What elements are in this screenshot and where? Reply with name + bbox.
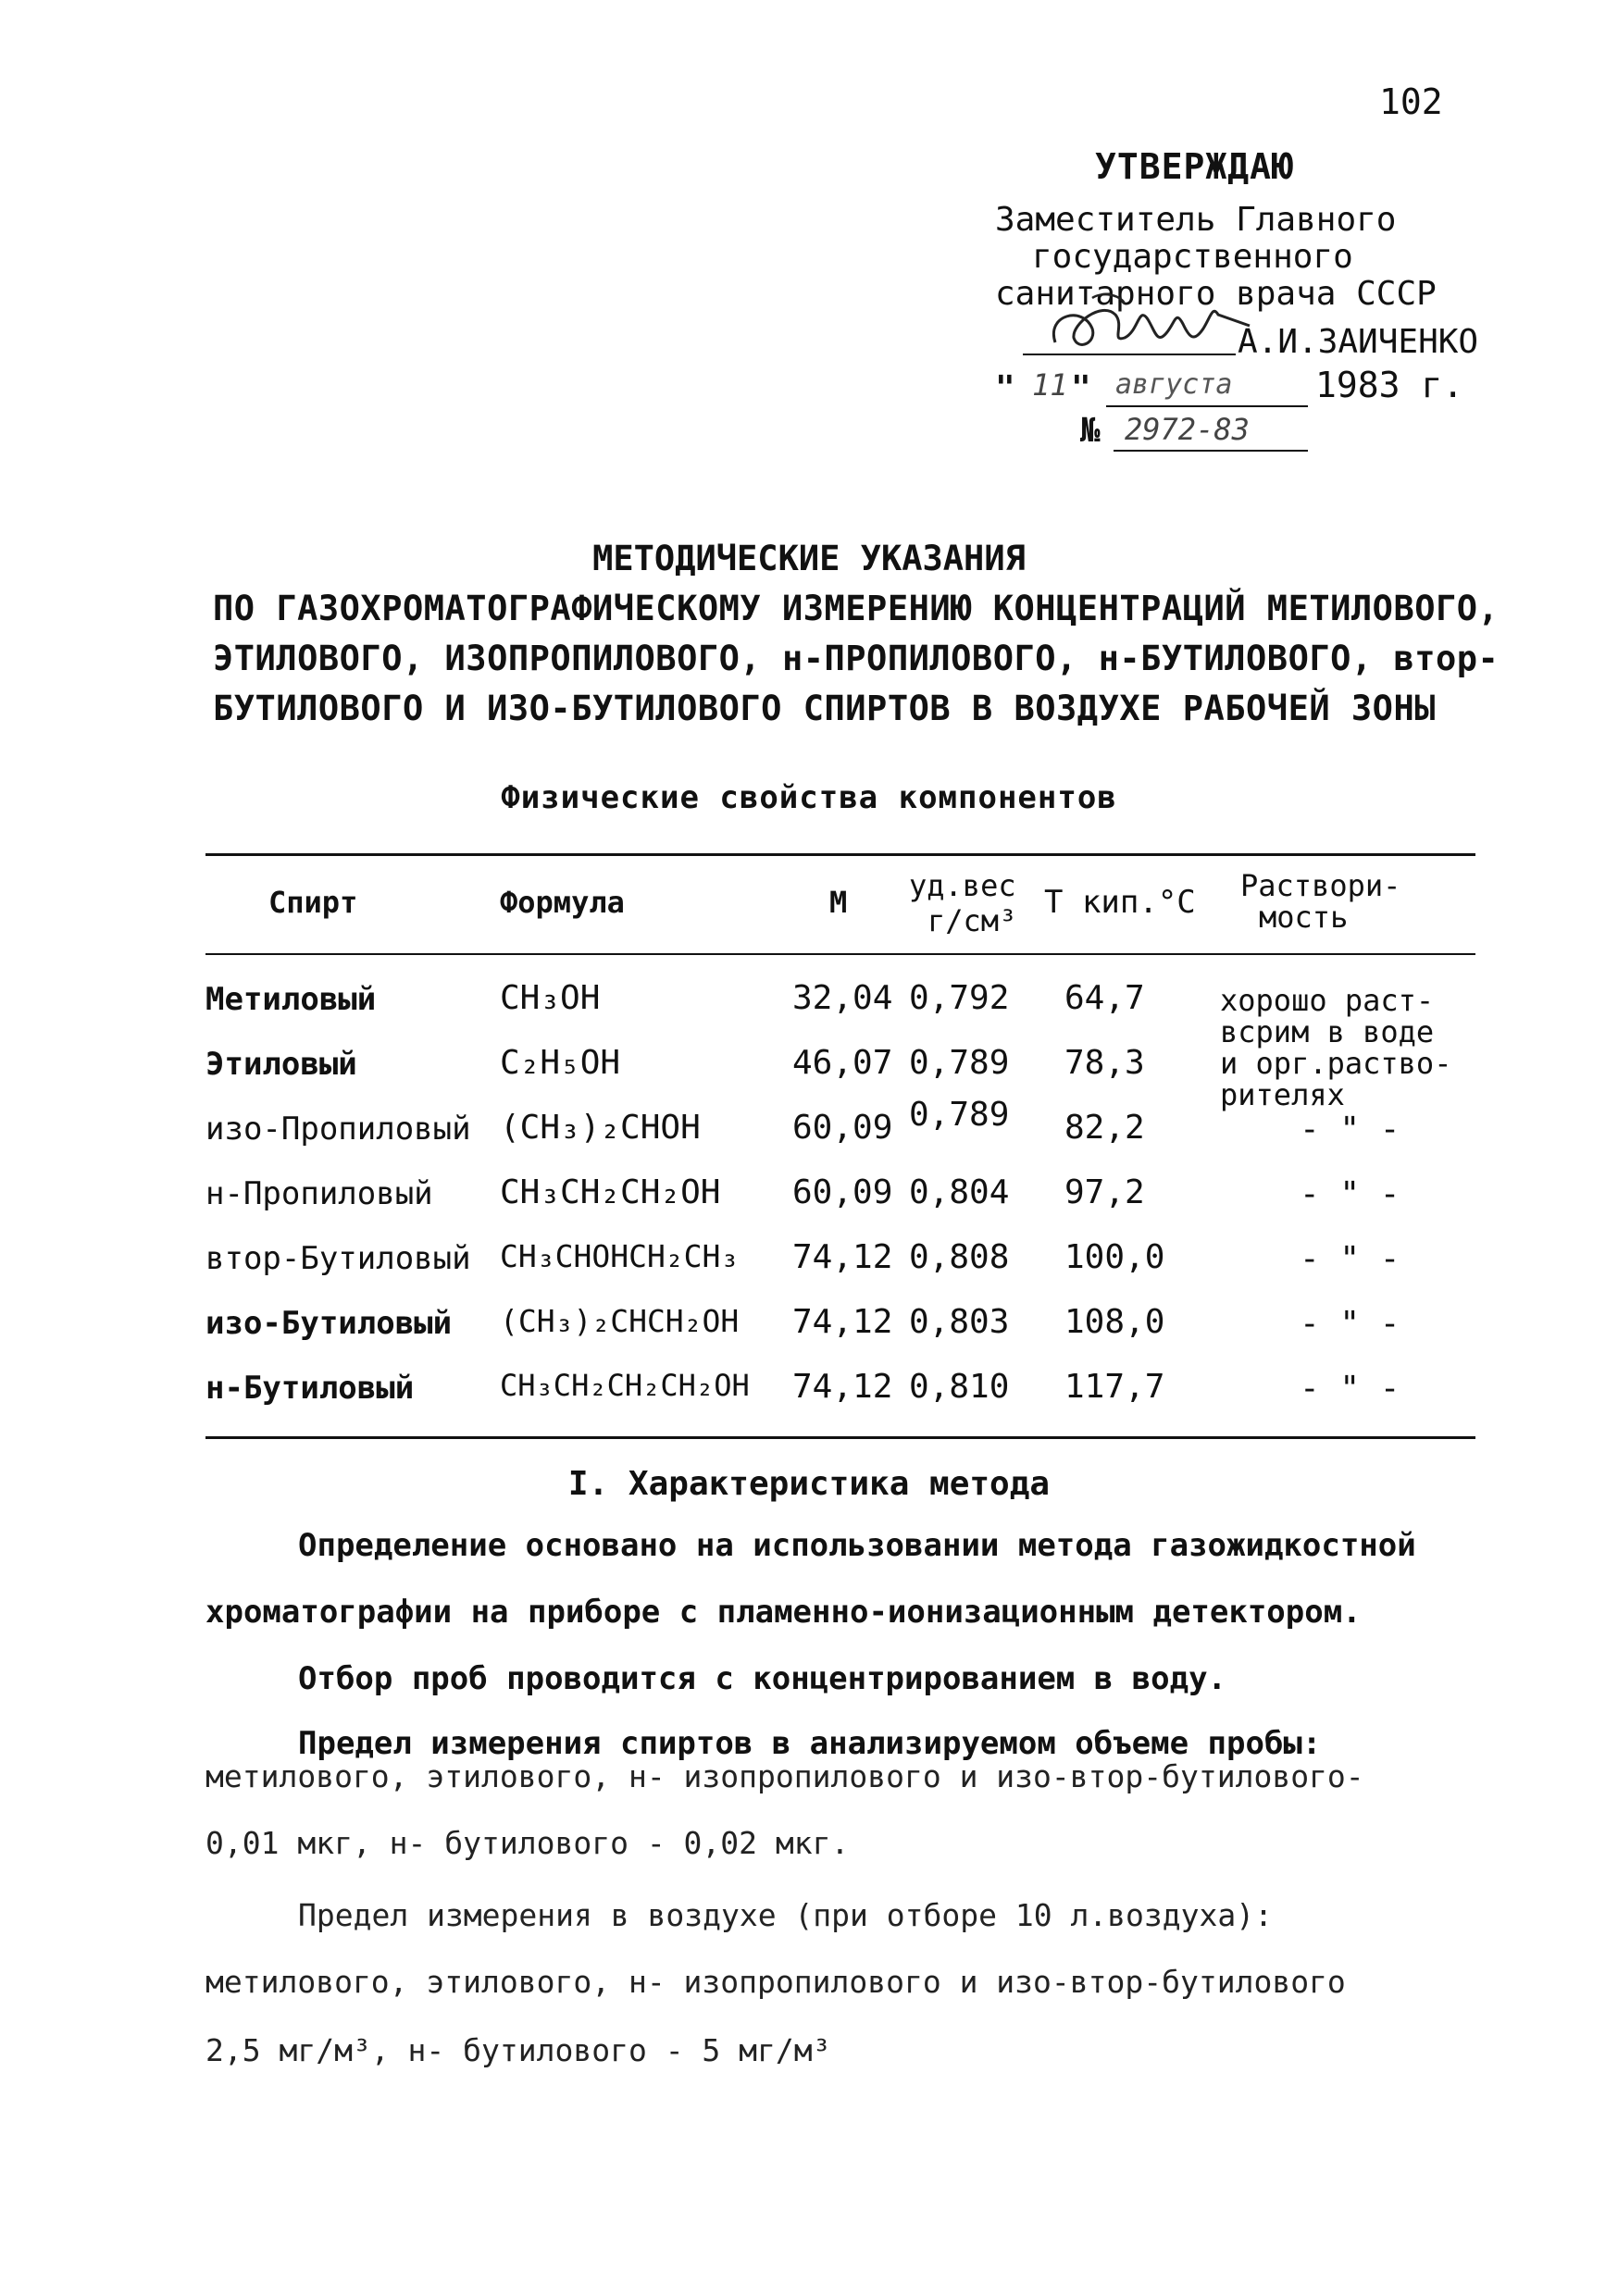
header-density-line2: г/см³	[927, 903, 1017, 938]
approval-position-line3: санитарного врача СССР	[995, 275, 1437, 313]
row-isobutyl-formula: (CH₃)₂CHCH₂OH	[500, 1303, 740, 1339]
paragraph3-line3: 0,01 мкг, н- бутилового - 0,02 мкг.	[205, 1825, 850, 1861]
row-sec-butyl-name: втор-Бутиловый	[205, 1240, 471, 1277]
row-n-butyl-name: н-Бутиловый	[205, 1370, 415, 1407]
row-ethyl-boiling: 78,3	[1064, 1044, 1145, 1082]
table-caption: Физические свойства компонентов	[501, 779, 1117, 816]
header-solubility-line2: мость	[1259, 900, 1349, 935]
header-formula: Формула	[500, 885, 625, 920]
header-solubility-line1: Раствори-	[1240, 868, 1401, 903]
row-isobutyl-m: 74,12	[792, 1303, 893, 1341]
solubility-note-line3: и орг.раство-	[1220, 1046, 1452, 1081]
row-n-propyl-solubility: - " -	[1300, 1175, 1400, 1213]
row-sec-butyl-boiling: 100,0	[1064, 1238, 1165, 1276]
paragraph4-line2: метилового, этилового, н- изопропилового и изо-втор-бутилового	[205, 1964, 1346, 2000]
section-title: I. Характеристика метода	[567, 1465, 1051, 1503]
row-n-butyl-m: 74,12	[792, 1368, 893, 1406]
row-n-butyl-density: 0,810	[909, 1368, 1010, 1406]
document-subtitle-line2: ЭТИЛОВОГО, ИЗОПРОПИЛОВОГО, н-ПРОПИЛОВОГО, н-БУТИЛОВОГО, втор-	[213, 639, 1500, 678]
solubility-note-line4: рителях	[1220, 1077, 1345, 1112]
document-subtitle-line1: ПО ГАЗОХРОМАТОГРАФИЧЕСКОМУ ИЗМЕРЕНИЮ КОНЦЕНТРАЦИЙ МЕТИЛОВОГО,	[213, 589, 1500, 628]
document-subtitle-line3: БУТИЛОВОГО И ИЗО-БУТИЛОВОГО СПИРТОВ В ВОЗДУХЕ РАБОЧЕЙ ЗОНЫ	[213, 689, 1437, 728]
date-close-quote: "	[1071, 369, 1091, 407]
date-month: августа	[1115, 368, 1233, 401]
number-prefix: №	[1080, 412, 1101, 450]
header-molar-mass: М	[829, 885, 848, 920]
row-isopropyl-boiling: 82,2	[1064, 1109, 1145, 1147]
header-boiling-point: Т кип.°С	[1044, 884, 1196, 921]
row-sec-butyl-solubility: - " -	[1300, 1240, 1400, 1278]
row-ethyl-m: 46,07	[792, 1044, 893, 1082]
paragraph4-line1: Предел измерения в воздухе (при отборе 10 л.воздуха):	[298, 1897, 1273, 1933]
paragraph1-line1: Определение основано на использовании метода газожидкостной	[298, 1527, 1416, 1564]
date-day: 11	[1032, 367, 1068, 403]
row-isobutyl-boiling: 108,0	[1064, 1303, 1165, 1341]
row-n-propyl-boiling: 97,2	[1064, 1173, 1145, 1211]
table-bottom-rule	[205, 1436, 1475, 1439]
table-header-rule	[205, 953, 1475, 955]
row-methyl-formula: CH₃OH	[500, 979, 601, 1017]
row-ethyl-name: Этиловый	[205, 1046, 357, 1083]
row-n-butyl-solubility: - " -	[1300, 1370, 1400, 1408]
solubility-note-line2: всрим в воде	[1220, 1014, 1435, 1049]
row-isopropyl-m: 60,09	[792, 1109, 893, 1147]
table-top-rule	[205, 853, 1475, 856]
date-year: 1983 г.	[1315, 365, 1464, 405]
row-isobutyl-density: 0,803	[909, 1303, 1010, 1341]
row-isopropyl-name: изо-Пропиловый	[205, 1111, 471, 1148]
row-isobutyl-solubility: - " -	[1300, 1305, 1400, 1343]
row-ethyl-density: 0,789	[909, 1044, 1010, 1082]
row-n-propyl-m: 60,09	[792, 1173, 893, 1211]
row-methyl-name: Метиловый	[205, 981, 377, 1018]
row-sec-butyl-m: 74,12	[792, 1238, 893, 1276]
row-n-butyl-formula: CH₃CH₂CH₂CH₂OH	[500, 1368, 750, 1403]
paragraph1-line2: хроматографии на приборе с пламенно-ионизационным детектором.	[205, 1594, 1362, 1631]
date-month-line	[1106, 405, 1308, 407]
row-n-propyl-formula: CH₃CH₂CH₂OH	[500, 1173, 721, 1211]
row-sec-butyl-formula: CH₃CHOHCH₂CH₃	[500, 1238, 740, 1274]
page-number: 102	[1379, 81, 1443, 122]
row-isobutyl-name: изо-Бутиловый	[205, 1305, 453, 1342]
approver-name: А.И.ЗАИЧЕНКО	[1238, 323, 1479, 361]
row-methyl-boiling: 64,7	[1064, 979, 1145, 1017]
row-sec-butyl-density: 0,808	[909, 1238, 1010, 1276]
row-methyl-density: 0,792	[909, 979, 1010, 1017]
date-open-quote: "	[995, 369, 1015, 407]
document-title: МЕТОДИЧЕСКИЕ УКАЗАНИЯ	[592, 539, 1026, 578]
approval-title: УТВЕРЖДАЮ	[1095, 146, 1294, 187]
row-ethyl-formula: C₂H₅OH	[500, 1044, 621, 1082]
number-value: 2972-83	[1125, 412, 1250, 447]
approval-position-line2: государственного	[1032, 238, 1353, 276]
row-isopropyl-formula: (CH₃)₂CHOH	[500, 1109, 701, 1147]
solubility-note-line1: хорошо раст-	[1220, 983, 1435, 1018]
header-alcohol: Спирт	[268, 885, 358, 920]
handwritten-signature	[1037, 287, 1259, 370]
row-isopropyl-density: 0,789	[909, 1096, 1010, 1134]
approval-position-line1: Заместитель Главного	[995, 201, 1397, 239]
row-n-propyl-name: н-Пропиловый	[205, 1175, 433, 1212]
header-density-line1: уд.вес	[909, 868, 1016, 903]
paragraph4-line3: 2,5 мг/м³, н- бутилового - 5 мг/м³	[205, 2032, 831, 2068]
paragraph3-line1: Предел измерения спиртов в анализируемом объеме пробы:	[298, 1725, 1322, 1762]
row-isopropyl-solubility: - " -	[1300, 1111, 1400, 1148]
number-line	[1114, 450, 1308, 452]
row-n-butyl-boiling: 117,7	[1064, 1368, 1165, 1406]
row-n-propyl-density: 0,804	[909, 1173, 1010, 1211]
paragraph3-line2: метилового, этилового, н- изопропилового и изо-втор-бутилового-	[205, 1758, 1364, 1794]
row-methyl-m: 32,04	[792, 979, 893, 1017]
paragraph2: Отбор проб проводится с концентрированием в воду.	[298, 1660, 1227, 1697]
